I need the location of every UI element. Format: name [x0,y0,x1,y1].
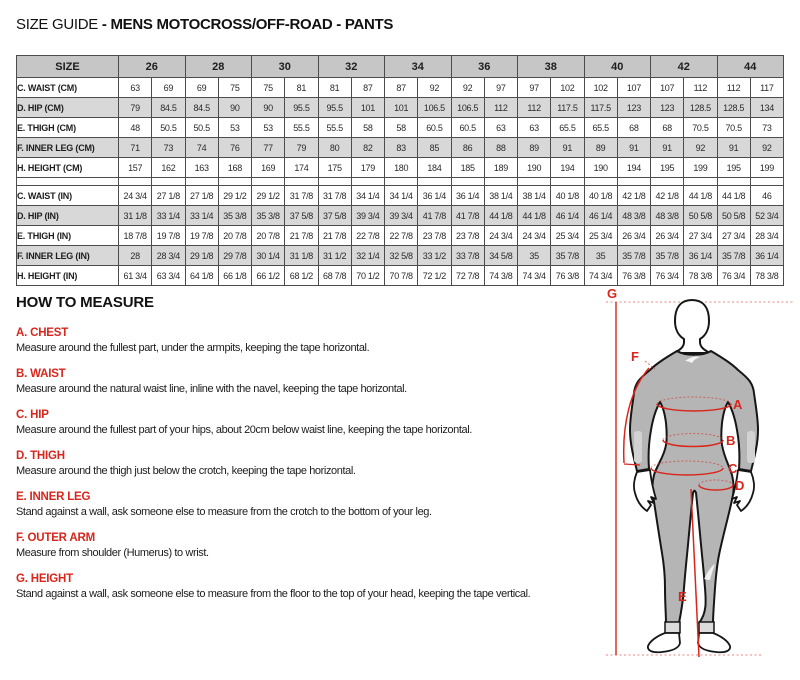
figure-label-b: B [726,433,736,448]
cell-value: 106.5 [451,98,484,118]
cell-value: 85 [418,138,451,158]
cell-value: 23 7/8 [451,226,484,246]
cell-value: 81 [285,78,318,98]
cell-value: 25 3/4 [584,226,617,246]
cell-value: 87 [351,78,384,98]
cell-value: 19 7/8 [185,226,218,246]
cell-value: 33 1/4 [185,206,218,226]
cell-value: 33 7/8 [451,246,484,266]
measure-description: Measure from shoulder (Humerus) to wrist. [16,547,209,559]
left-forearm-patch [634,431,642,463]
measure-description: Measure around the thigh just below the crotch, keeping the tape horizontal. [16,465,356,477]
gap-cell [584,178,617,186]
cell-value: 162 [152,158,185,178]
cell-value: 36 1/4 [750,246,783,266]
cell-value: 74 [185,138,218,158]
cell-value: 44 1/8 [717,186,750,206]
table-row [17,98,784,118]
measure-description: Measure around the fullest part of your hips, about 20cm below waist line, keeping the tape horizontal. [16,424,472,436]
gap-cell [684,178,717,186]
cell-value: 194 [551,158,584,178]
cell-value: 65.5 [551,118,584,138]
cell-value: 194 [617,158,650,178]
row-label: F. INNER LEG (CM) [17,138,119,158]
row-label: C. WAIST (IN) [17,186,119,206]
measurement-figure [603,283,800,675]
cell-value: 28 [119,246,152,266]
cell-value: 35 7/8 [651,246,684,266]
figure-label-f: F [631,349,639,364]
gap-cell [717,178,750,186]
row-label: C. WAIST (CM) [17,78,119,98]
cell-value: 95.5 [285,98,318,118]
cell-value: 64 1/8 [185,266,218,286]
cell-value: 128.5 [684,98,717,118]
cell-value: 70 1/2 [351,266,384,286]
cell-value: 92 [750,138,783,158]
cell-value: 27 3/4 [717,226,750,246]
cell-value: 37 5/8 [318,206,351,226]
cell-value: 82 [351,138,384,158]
cell-value: 112 [717,78,750,98]
cell-value: 87 [385,78,418,98]
cell-value: 190 [518,158,551,178]
measure-item [16,450,602,478]
cell-value: 20 7/8 [218,226,251,246]
cell-value: 68 1/2 [285,266,318,286]
cell-value: 101 [351,98,384,118]
cell-value: 117.5 [584,98,617,118]
cell-value: 20 7/8 [252,226,285,246]
cell-value: 90 [252,98,285,118]
cell-value: 174 [285,158,318,178]
cell-value: 44 1/8 [684,186,717,206]
left-hand [634,470,656,511]
cell-value: 68 [651,118,684,138]
cell-value: 80 [318,138,351,158]
cell-value: 69 [152,78,185,98]
cell-value: 73 [152,138,185,158]
size-column-header: 30 [252,56,319,78]
cell-value: 72 7/8 [451,266,484,286]
cell-value: 86 [451,138,484,158]
cell-value: 40 1/8 [551,186,584,206]
cell-value: 60.5 [451,118,484,138]
figure-label-c: C [728,461,738,476]
body-diagram [603,283,800,675]
cell-value: 84.5 [152,98,185,118]
page-title-main: - MENS MOTOCROSS/OFF-ROAD - PANTS [101,16,394,33]
cell-value: 184 [418,158,451,178]
section-gap-row [17,178,784,186]
page-title [16,16,393,33]
cell-value: 199 [684,158,717,178]
gap-cell [484,178,517,186]
cell-value: 35 3/8 [252,206,285,226]
cell-value: 95.5 [318,98,351,118]
size-column-header: 26 [119,56,186,78]
size-table [16,55,784,286]
cell-value: 61 3/4 [119,266,152,286]
cell-value: 91 [717,138,750,158]
cell-value: 34 5/8 [484,246,517,266]
measure-heading: A. CHEST [16,327,69,339]
cell-value: 185 [451,158,484,178]
cell-value: 180 [385,158,418,178]
cell-value: 77 [252,138,285,158]
cell-value: 21 7/8 [318,226,351,246]
cell-value: 32 1/4 [351,246,384,266]
cell-value: 88 [484,138,517,158]
row-label: E. THIGH (CM) [17,118,119,138]
cell-value: 52 3/4 [750,206,783,226]
table-row [17,186,784,206]
cell-value: 35 7/8 [551,246,584,266]
cell-value: 33 1/2 [418,246,451,266]
table-row [17,158,784,178]
table-row [17,246,784,266]
cell-value: 50 5/8 [717,206,750,226]
cell-value: 92 [451,78,484,98]
size-header-label: SIZE [17,56,119,78]
measure-heading: C. HIP [16,409,49,421]
size-column-header: 42 [651,56,718,78]
cell-value: 79 [285,138,318,158]
right-forearm-patch [747,431,755,463]
right-sock [699,622,714,633]
size-column-header: 44 [717,56,784,78]
measure-list [16,327,602,601]
cell-value: 74 3/4 [584,266,617,286]
cell-value: 83 [385,138,418,158]
size-column-header: 32 [318,56,385,78]
cell-value: 39 3/4 [351,206,384,226]
cell-value: 18 7/8 [119,226,152,246]
cell-value: 37 5/8 [285,206,318,226]
cell-value: 25 3/4 [551,226,584,246]
cell-value: 39 3/4 [385,206,418,226]
gap-cell [285,178,318,186]
cell-value: 35 [584,246,617,266]
cell-value: 195 [651,158,684,178]
cell-value: 36 1/4 [418,186,451,206]
cell-value: 70 7/8 [385,266,418,286]
gap-cell [318,178,351,186]
cell-value: 179 [351,158,384,178]
cell-value: 23 7/8 [418,226,451,246]
cell-value: 35 7/8 [717,246,750,266]
left-sock [665,622,680,633]
cell-value: 31 1/8 [119,206,152,226]
cell-value: 157 [119,158,152,178]
measure-heading: E. INNER LEG [16,491,91,503]
cell-value: 73 [750,118,783,138]
cell-value: 19 7/8 [152,226,185,246]
cell-value: 65.5 [584,118,617,138]
figure-label-g: G [607,286,618,301]
cell-value: 35 [518,246,551,266]
cell-value: 78 3/8 [750,266,783,286]
cell-value: 31 7/8 [318,186,351,206]
cell-value: 24 3/4 [119,186,152,206]
cell-value: 97 [484,78,517,98]
cell-value: 72 1/2 [418,266,451,286]
cell-value: 29 1/2 [218,186,251,206]
cell-value: 24 3/4 [518,226,551,246]
cell-value: 48 3/8 [651,206,684,226]
measure-item [16,491,602,519]
figure-label-e: E [678,589,687,604]
page-title-prefix: SIZE GUIDE [16,16,102,33]
gap-cell [418,178,451,186]
cell-value: 38 1/4 [518,186,551,206]
cell-value: 50 5/8 [684,206,717,226]
cell-value: 31 7/8 [285,186,318,206]
cell-value: 74 3/4 [518,266,551,286]
cell-value: 107 [617,78,650,98]
cell-value: 21 7/8 [285,226,318,246]
cell-value: 22 7/8 [351,226,384,246]
cell-value: 38 1/4 [484,186,517,206]
cell-value: 91 [651,138,684,158]
cell-value: 76 3/4 [717,266,750,286]
row-label: H. HEIGHT (IN) [17,266,119,286]
cell-value: 97 [518,78,551,98]
gap-cell [152,178,185,186]
cell-value: 117 [750,78,783,98]
size-table-header-row [17,56,784,78]
cell-value: 46 1/4 [551,206,584,226]
cell-value: 28 3/4 [152,246,185,266]
cell-value: 134 [750,98,783,118]
measure-heading: F. OUTER ARM [16,532,95,544]
cell-value: 58 [385,118,418,138]
cell-value: 53 [252,118,285,138]
cell-value: 48 3/8 [617,206,650,226]
cell-value: 175 [318,158,351,178]
gap-cell [518,178,551,186]
how-to-measure-title: HOW TO MEASURE [16,294,154,311]
row-label: D. HIP (IN) [17,206,119,226]
gap-cell [617,178,650,186]
cell-value: 53 [218,118,251,138]
cell-value: 91 [551,138,584,158]
cell-value: 102 [551,78,584,98]
cell-value: 71 [119,138,152,158]
gap-cell [119,178,152,186]
cell-value: 31 1/2 [318,246,351,266]
how-to-measure-section [16,294,602,614]
cell-value: 58 [351,118,384,138]
cell-value: 46 [750,186,783,206]
cell-value: 76 [218,138,251,158]
cell-value: 123 [651,98,684,118]
cell-value: 29 7/8 [218,246,251,266]
cell-value: 30 1/4 [252,246,285,266]
cell-value: 40 1/8 [584,186,617,206]
measure-item [16,368,602,396]
cell-value: 36 1/4 [684,246,717,266]
cell-value: 75 [218,78,251,98]
cell-value: 169 [252,158,285,178]
cell-value: 46 1/4 [584,206,617,226]
cell-value: 107 [651,78,684,98]
cell-value: 27 3/4 [684,226,717,246]
gap-cell [252,178,285,186]
cell-value: 55.5 [285,118,318,138]
left-foot [648,633,680,652]
size-column-header: 28 [185,56,252,78]
table-row [17,206,784,226]
cell-value: 66 1/8 [218,266,251,286]
cell-value: 112 [518,98,551,118]
cell-value: 34 1/4 [351,186,384,206]
row-label: D. HIP (CM) [17,98,119,118]
table-row [17,226,784,246]
cell-value: 101 [385,98,418,118]
size-column-header: 36 [451,56,518,78]
measure-item [16,327,602,355]
cell-value: 26 3/4 [651,226,684,246]
cell-value: 27 1/8 [152,186,185,206]
measure-heading: G. HEIGHT [16,573,73,585]
cell-value: 66 1/2 [252,266,285,286]
measure-item [16,532,602,560]
cell-value: 28 3/4 [750,226,783,246]
cell-value: 189 [484,158,517,178]
gap-cell [17,178,119,186]
figure-label-d: D [735,478,745,493]
cell-value: 42 1/8 [651,186,684,206]
cell-value: 76 3/8 [617,266,650,286]
cell-value: 50.5 [185,118,218,138]
table-row [17,118,784,138]
cell-value: 92 [684,138,717,158]
cell-value: 29 1/2 [252,186,285,206]
cell-value: 44 1/8 [518,206,551,226]
row-label: F. INNER LEG (IN) [17,246,119,266]
cell-value: 24 3/4 [484,226,517,246]
cell-value: 68 7/8 [318,266,351,286]
cell-value: 29 1/8 [185,246,218,266]
cell-value: 50.5 [152,118,185,138]
cell-value: 27 1/8 [185,186,218,206]
measure-item [16,409,602,437]
cell-value: 63 3/4 [152,266,185,286]
size-column-header: 34 [385,56,452,78]
right-foot [698,633,730,652]
cell-value: 42 1/8 [617,186,650,206]
measure-heading: D. THIGH [16,450,65,462]
cell-value: 78 3/8 [684,266,717,286]
cell-value: 79 [119,98,152,118]
cell-value: 69 [185,78,218,98]
cell-value: 70.5 [684,118,717,138]
cell-value: 84.5 [185,98,218,118]
cell-value: 34 1/4 [385,186,418,206]
cell-value: 26 3/4 [617,226,650,246]
figure-label-a: A [733,397,743,412]
cell-value: 163 [185,158,218,178]
gap-cell [750,178,783,186]
cell-value: 117.5 [551,98,584,118]
gap-cell [451,178,484,186]
cell-value: 90 [218,98,251,118]
cell-value: 35 3/8 [218,206,251,226]
cell-value: 112 [684,78,717,98]
measure-description: Measure around the fullest part, under the armpits, keeping the tape horizontal. [16,342,370,354]
cell-value: 55.5 [318,118,351,138]
cell-value: 199 [750,158,783,178]
cell-value: 60.5 [418,118,451,138]
cell-value: 44 1/8 [484,206,517,226]
cell-value: 102 [584,78,617,98]
cell-value: 74 3/8 [484,266,517,286]
cell-value: 91 [617,138,650,158]
cell-value: 168 [218,158,251,178]
cell-value: 195 [717,158,750,178]
figure-head [674,300,710,353]
gap-cell [351,178,384,186]
cell-value: 106.5 [418,98,451,118]
cell-value: 81 [318,78,351,98]
cell-value: 63 [119,78,152,98]
gap-cell [185,178,218,186]
measure-item [16,573,602,601]
cell-value: 190 [584,158,617,178]
gap-cell [385,178,418,186]
cell-value: 76 3/8 [551,266,584,286]
cell-value: 89 [518,138,551,158]
cell-value: 48 [119,118,152,138]
cell-value: 123 [617,98,650,118]
table-row [17,78,784,98]
cell-value: 35 7/8 [617,246,650,266]
cell-value: 63 [518,118,551,138]
gap-cell [218,178,251,186]
measure-description: Stand against a wall, ask someone else to measure from the crotch to the bottom of your leg. [16,506,432,518]
cell-value: 22 7/8 [385,226,418,246]
row-label: H. HEIGHT (CM) [17,158,119,178]
size-column-header: 38 [518,56,585,78]
size-column-header: 40 [584,56,651,78]
cell-value: 31 1/8 [285,246,318,266]
cell-value: 75 [252,78,285,98]
cell-value: 89 [584,138,617,158]
cell-value: 70.5 [717,118,750,138]
cell-value: 68 [617,118,650,138]
cell-value: 41 7/8 [418,206,451,226]
table-row [17,138,784,158]
cell-value: 92 [418,78,451,98]
cell-value: 33 1/4 [152,206,185,226]
cell-value: 36 1/4 [451,186,484,206]
cell-value: 76 3/4 [651,266,684,286]
measure-description: Measure around the natural waist line, inline with the navel, keeping the tape horizontal. [16,383,407,395]
gap-cell [651,178,684,186]
cell-value: 32 5/8 [385,246,418,266]
gap-cell [551,178,584,186]
cell-value: 112 [484,98,517,118]
cell-value: 128.5 [717,98,750,118]
measure-description: Stand against a wall, ask someone else to measure from the floor to the top of your head, keeping the tape vertical. [16,588,531,600]
cell-value: 63 [484,118,517,138]
cell-value: 41 7/8 [451,206,484,226]
measure-heading: B. WAIST [16,368,66,380]
row-label: E. THIGH (IN) [17,226,119,246]
